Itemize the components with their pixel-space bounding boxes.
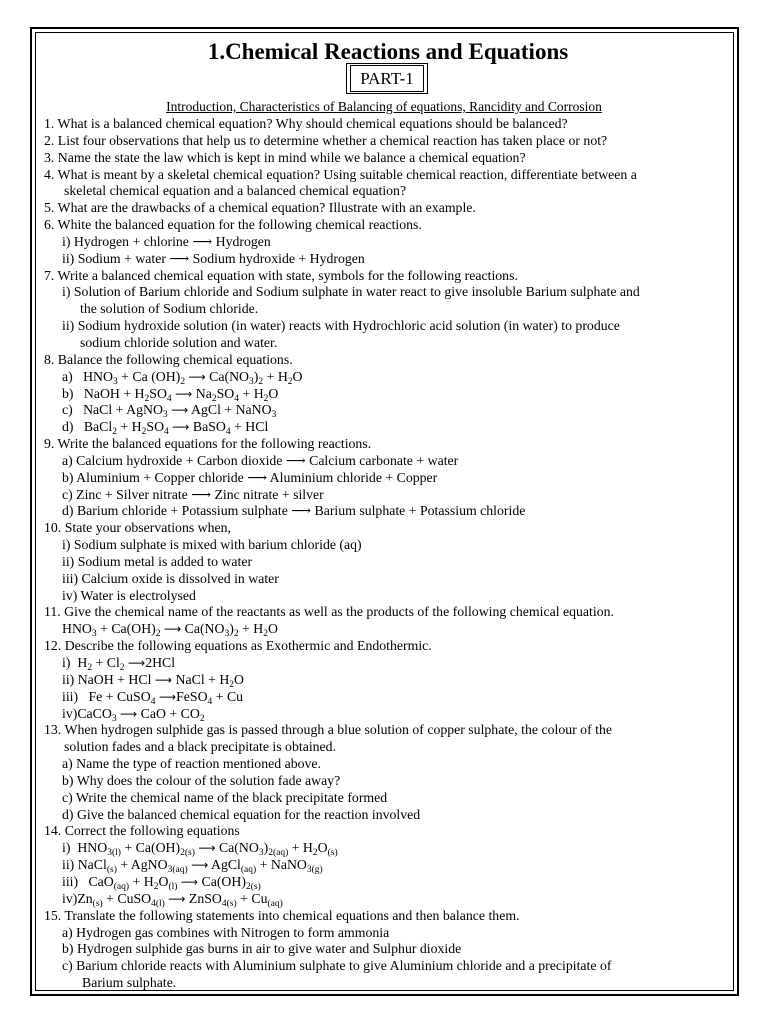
question-11: 11. Give the chemical name of the reactants as well as the products of the following chemical equation. — [44, 604, 614, 620]
equation-text: Fe + CuSO — [88, 688, 151, 704]
subscript: 3 — [162, 410, 168, 421]
question-12: 12. Describe the following equations as Exothermic and Endothermic. — [44, 638, 432, 654]
equation-text: + Ca(OH) — [120, 840, 181, 856]
subscript: 4 — [207, 696, 213, 707]
question-12-iv — [44, 706, 724, 723]
subscript: 2 — [258, 376, 264, 387]
subscript: 2 — [141, 427, 147, 438]
subscript: 2 — [211, 393, 217, 404]
reaction-arrow: ⟶ — [120, 706, 138, 721]
equation-text: + Ca (OH) — [117, 368, 181, 384]
subscript: 4 — [225, 427, 231, 438]
reaction-arrow: ⟶ — [158, 689, 177, 704]
question-8: 8. Balance the following chemical equations. — [44, 351, 293, 367]
worksheet-content — [44, 38, 724, 992]
question-9: 9. Write the balanced equations for the following reactions. — [44, 436, 372, 452]
question-6: 6. White the balanced equation for the following chemical reactions. — [44, 217, 422, 233]
equation-text: i) — [62, 655, 71, 670]
page-title: 1.Chemical Reactions and Equations — [207, 39, 569, 64]
equation-text: + Cl — [92, 655, 120, 670]
equation-text: H — [77, 655, 88, 670]
equation-text: NaCl + H — [172, 671, 230, 687]
subscript: 4 — [166, 393, 172, 404]
question-13: 13. When hydrogen sulphide gas is passed through a blue solution of copper sulphate, the colour of the — [44, 722, 612, 738]
equation-text: + CuSO — [102, 890, 152, 906]
question-10-i: i) Sodium sulphate is mixed with barium chloride (aq) — [62, 537, 362, 553]
question-4-cont: skeletal chemical equation and a balanced chemical equation? — [64, 183, 407, 199]
question-12-ii — [44, 672, 724, 689]
question-1: 1. What is a balanced chemical equation? Why should chemical equations should be balanced? — [44, 116, 568, 131]
subscript: 2 — [153, 881, 159, 892]
question-11-equation — [44, 621, 724, 638]
equation-text: i) — [62, 840, 71, 856]
reaction-arrow: ⟶ — [180, 874, 199, 889]
subscript: 2 — [119, 663, 125, 673]
part-label: PART-1 — [350, 65, 423, 92]
equation-text: NaOH + H — [83, 385, 145, 401]
question-14-ii — [44, 857, 724, 874]
subscript: (l) — [168, 881, 178, 892]
equation-text: ZnSO — [185, 890, 222, 906]
subscript: 2 — [199, 713, 205, 724]
equation-text: Ca(NO — [215, 840, 259, 856]
equation-text: FeSO — [176, 688, 208, 704]
equation-text: SO — [146, 419, 165, 435]
subscript: 3 — [224, 629, 230, 640]
question-2: 2. List four observations that help us to determine whether a chemical reaction has taken place or not? — [44, 132, 608, 148]
question-6-i: i) Hydrogen + chlorine ⟶ Hydrogen — [62, 233, 271, 249]
equation-text: BaSO — [189, 419, 226, 435]
equation-text: O — [234, 671, 245, 687]
subscript: 2 — [144, 393, 150, 404]
subscript: 4 — [164, 427, 169, 438]
equation-text: + H — [129, 873, 154, 889]
equation-text: CaCO — [77, 705, 112, 721]
question-6-ii: ii) Sodium + water ⟶ Sodium hydroxide + Hydrogen — [62, 250, 365, 266]
equation-text: ii) — [62, 671, 75, 687]
equation-text: + Cu — [236, 890, 268, 906]
equation-text: a) — [62, 368, 73, 384]
question-14-i — [44, 840, 724, 857]
question-15-c-cont: Barium sulphate. — [82, 975, 177, 991]
question-7-ii: ii) Sodium hydroxide solution (in water) reacts with Hydrochloric acid solution (in water) to produce — [62, 318, 620, 334]
subscript: 4(s) — [221, 898, 237, 909]
question-10: 10. State your observations when, — [44, 520, 231, 536]
equation-text: HNO — [62, 621, 92, 637]
question-3: 3. Name the state the law which is kept in mind while we balance a chemical equation? — [44, 149, 526, 165]
subscript: 2 — [180, 376, 186, 387]
equation-text: NaCl — [77, 857, 107, 873]
subscript: 2 — [87, 663, 93, 673]
subscript: 3 — [271, 410, 277, 421]
equation-text: O — [268, 621, 278, 637]
equation-text: Ca(NO — [205, 368, 250, 384]
equation-text: ) — [253, 368, 259, 384]
question-8-b — [44, 386, 724, 403]
question-7-i-cont: the solution of Sodium chloride. — [80, 301, 259, 317]
subscript: 2 — [263, 629, 269, 640]
subscript: (aq) — [113, 881, 130, 892]
question-10-iv: iv) Water is electrolysed — [62, 587, 196, 603]
equation-text: HNO — [83, 368, 113, 384]
subscript: 2(s) — [245, 881, 261, 892]
equation-text: HNO — [77, 840, 108, 856]
question-4: 4. What is meant by a skeletal chemical equation? Using suitable chemical reaction, differentiate between a — [44, 166, 637, 182]
subscript: 3 — [249, 376, 254, 387]
question-13-b: b) Why does the colour of the solution fade away? — [62, 772, 341, 788]
question-13-c: c) Write the chemical name of the black precipitate formed — [62, 789, 388, 805]
equation-text: SO — [216, 385, 235, 401]
equation-text: Zn — [77, 890, 93, 906]
equation-text: ii) — [62, 857, 75, 873]
equation-text: + NaNO — [256, 857, 307, 873]
equation-text: O — [317, 840, 328, 856]
section-subtitle: Introduction, Characteristics of Balancing of equations, Rancidity and Corrosion — [166, 99, 602, 114]
question-14: 14. Correct the following equations — [44, 823, 240, 839]
subscript: 4 — [234, 393, 240, 404]
part-label-wrap — [50, 65, 724, 97]
subscript: 3 — [112, 376, 118, 387]
subscript: 3(aq) — [167, 865, 188, 876]
equation-text: iv) — [62, 705, 78, 721]
reaction-arrow: ⟶ — [168, 891, 186, 906]
question-9-a: a) Calcium hydroxide + Carbon dioxide ⟶ Calcium carbonate + water — [62, 452, 459, 468]
subscript: 2 — [233, 629, 239, 640]
equation-text: + HCl — [230, 419, 269, 435]
equation-text: BaCl — [83, 419, 113, 435]
subscript: 2(s) — [180, 848, 195, 859]
question-15-a: a) Hydrogen gas combines with Nitrogen to form ammonia — [62, 924, 390, 940]
equation-text: ) — [263, 840, 269, 856]
question-7-ii-cont: sodium chloride solution and water. — [80, 334, 278, 350]
subscript: 3 — [111, 713, 117, 724]
question-8-d — [44, 419, 724, 436]
subscript: 2 — [287, 376, 293, 387]
equation-text: b) — [62, 385, 74, 401]
question-12-iii — [44, 689, 724, 706]
question-10-iii: iii) Calcium oxide is dissolved in water — [62, 570, 279, 586]
subscript: 2 — [263, 393, 269, 404]
question-13-cont: solution fades and a black precipitate is obtained. — [64, 739, 337, 755]
subscript: 2 — [112, 427, 117, 438]
subscript: (aq) — [240, 865, 257, 876]
subscript: (s) — [92, 898, 103, 909]
equation-text: iii) — [62, 873, 79, 889]
subscript: 2 — [229, 679, 235, 690]
equation-text: + H — [239, 385, 264, 401]
subscript: (s) — [327, 848, 338, 859]
equation-text: iv) — [62, 890, 78, 906]
question-7-i: i) Solution of Barium chloride and Sodium sulphate in water react to give insoluble Barium sulphate and — [62, 284, 640, 300]
subscript: 4(l) — [151, 898, 165, 909]
equation-text: + AgNO — [116, 857, 168, 873]
subscript: 3(g) — [306, 865, 323, 876]
question-15-c: c) Barium chloride reacts with Aluminium sulphate to give Aluminium chloride and a precipitate of — [62, 958, 612, 974]
question-9-c: c) Zinc + Silver nitrate ⟶ Zinc nitrate + silver — [62, 486, 324, 502]
question-15-b: b) Hydrogen sulphide gas burns in air to give water and Sulphur dioxide — [62, 941, 462, 957]
equation-text: + H — [116, 419, 142, 435]
question-9-b: b) Aluminium + Copper chloride ⟶ Aluminium chloride + Copper — [62, 469, 438, 485]
equation-text: ) — [229, 621, 234, 637]
equation-text: CaO + CO — [137, 705, 200, 721]
subscript: (s) — [106, 865, 117, 876]
equation-text: AgCl + NaNO — [188, 402, 272, 418]
question-12-i — [44, 655, 724, 672]
equation-text: O — [268, 385, 279, 401]
equation-text: + H — [263, 368, 288, 384]
question-8-a — [44, 369, 724, 386]
question-14-iv — [44, 891, 724, 908]
reaction-arrow: ⟶ — [191, 858, 209, 873]
equation-text: AgCl — [208, 857, 241, 873]
equation-text: SO — [149, 385, 167, 401]
equation-text: Na — [192, 385, 212, 401]
equation-text: O — [158, 873, 169, 889]
equation-text: CaO — [88, 873, 114, 889]
equation-text: + H — [238, 621, 264, 637]
equation-text: d) — [62, 419, 74, 435]
equation-text: + H — [288, 840, 313, 856]
subscript: 3(l) — [107, 848, 121, 859]
subscript: 2(aq) — [268, 848, 289, 859]
question-9-d: d) Barium chloride + Potassium sulphate ⟶ Barium sulphate + Potassium chloride — [62, 503, 526, 519]
reaction-arrow: ⟶ — [171, 403, 189, 418]
question-5: 5. What are the drawbacks of a chemical equation? Illustrate with an example. — [44, 200, 476, 216]
question-7: 7. Write a balanced chemical equation with state, symbols for the following reactions. — [44, 267, 518, 283]
reaction-arrow: ⟶ — [154, 672, 173, 687]
question-13-a: a) Name the type of reaction mentioned above. — [62, 756, 321, 772]
reaction-arrow: ⟶ — [188, 369, 206, 384]
equation-text: Ca(NO — [181, 621, 225, 637]
equation-text: NaCl + AgNO — [83, 402, 163, 418]
equation-text: iii) — [62, 688, 79, 704]
equation-text: O — [292, 368, 303, 384]
subscript: 4 — [150, 696, 156, 707]
equation-text: c) — [62, 402, 73, 418]
reaction-arrow: ⟶ — [127, 656, 146, 670]
reaction-arrow: ⟶ — [163, 622, 182, 637]
subscript: 2 — [312, 848, 318, 859]
reaction-arrow: ⟶ — [198, 841, 216, 856]
subscript: 3 — [258, 848, 264, 859]
question-10-ii: ii) Sodium metal is added to water — [62, 553, 253, 569]
reaction-arrow: ⟶ — [172, 420, 190, 435]
equation-text: NaOH + HCl — [77, 671, 155, 687]
subscript: (aq) — [267, 898, 283, 909]
subscript: 3 — [91, 629, 97, 640]
question-list — [44, 116, 724, 992]
question-8-c — [44, 402, 724, 419]
question-14-iii — [44, 874, 724, 891]
reaction-arrow: ⟶ — [175, 386, 193, 401]
equation-text: 2HCl — [145, 655, 176, 670]
question-13-d: d) Give the balanced chemical equation for the reaction involved — [62, 806, 421, 822]
subscript: 2 — [155, 629, 161, 640]
question-15: 15. Translate the following statements into chemical equations and then balance them. — [44, 907, 520, 923]
equation-text: Ca(OH) — [198, 873, 246, 889]
equation-text: + Cu — [212, 688, 244, 704]
equation-text: + Ca(OH) — [96, 621, 156, 637]
